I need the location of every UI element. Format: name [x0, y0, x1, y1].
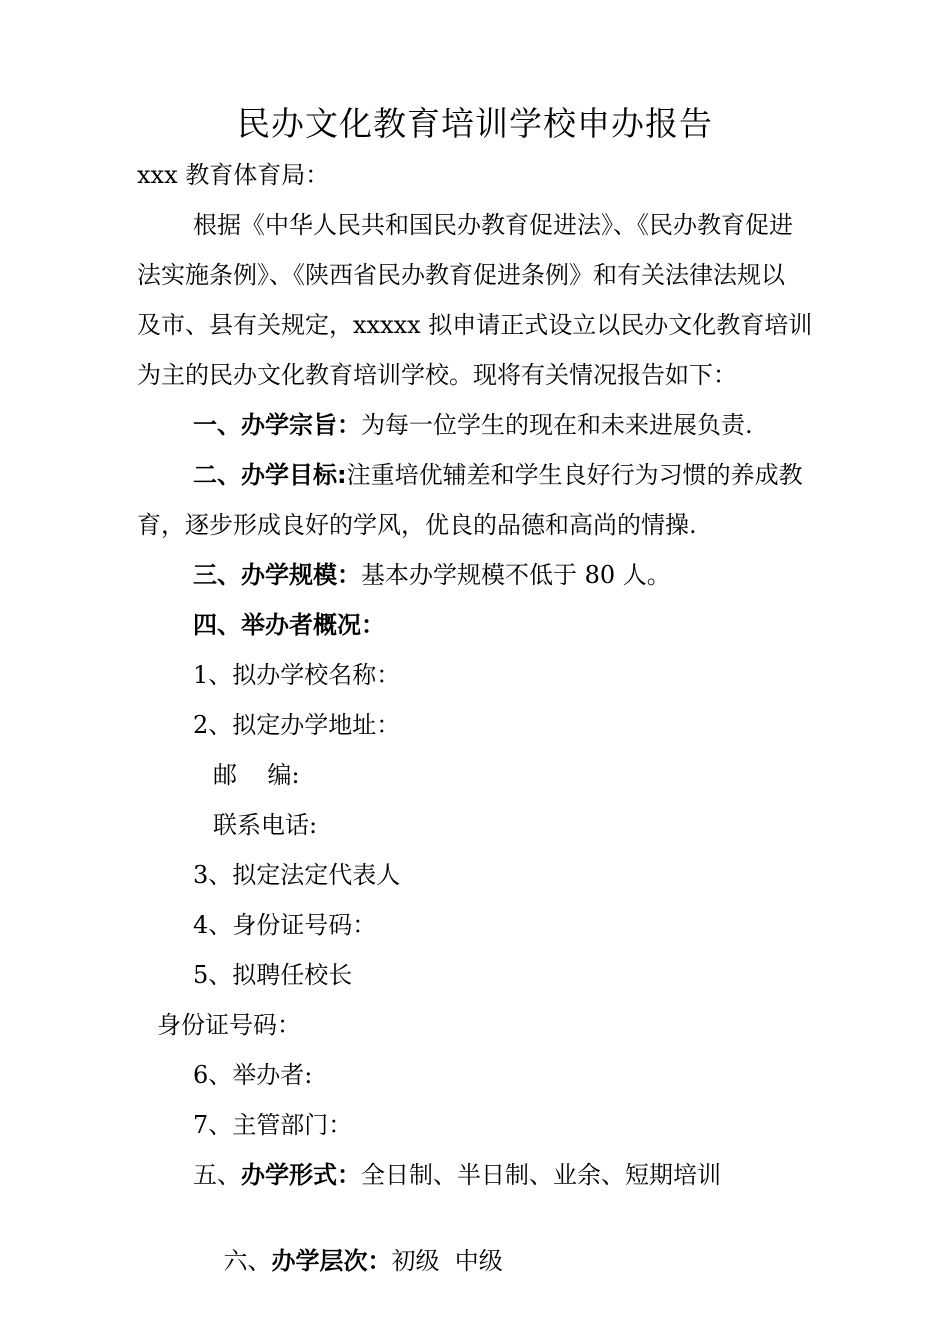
item-school-name: 1、拟办学校名称： [193, 661, 401, 689]
section-form [193, 1157, 721, 1193]
item-postcode: 邮 编: [213, 761, 300, 789]
item-organizer: 6、举办者: [193, 1061, 313, 1089]
intro-line-3: 及市、县有关规定，xxxxx 拟申请正式设立以民办文化教育培训 [137, 311, 813, 339]
item-authority: 7、主管部门： [193, 1111, 353, 1139]
section-level-text: 初级 中级 [391, 1247, 503, 1275]
section-scale-heading: 三、办学规模： [193, 561, 361, 589]
item-school-address: 2、拟定办学地址： [193, 711, 401, 739]
section-scale-text: 基本办学规模不低于 80 人。 [361, 561, 671, 589]
section-scale [193, 557, 671, 593]
intro-line-2: 法实施条例》、《陕西省民办教育促进条例》和有关法律法规以 [137, 261, 785, 289]
item-principal-id-number: 身份证号码： [157, 1011, 301, 1039]
section-purpose [193, 407, 753, 443]
section-organizer-heading: 四、举办者概况： [193, 611, 385, 639]
section-level-prefix: 六、 [223, 1247, 272, 1275]
section-goal-heading: 二、办学目标: [193, 461, 347, 489]
section-form-prefix: 五、 [193, 1161, 241, 1189]
item-principal: 5、拟聘任校长 [193, 961, 353, 989]
intro-line-4: 为主的民办文化教育培训学校。现将有关情况报告如下： [137, 361, 737, 389]
section-purpose-heading: 一、办学宗旨： [193, 411, 361, 439]
section-level-heading: 办学层次： [271, 1247, 392, 1275]
item-id-number: 4、身份证号码： [193, 911, 377, 939]
section-goal [193, 457, 803, 493]
section-form-text: 全日制、半日制、业余、短期培训 [361, 1161, 721, 1189]
salutation: xxx 教育体育局： [137, 161, 330, 189]
section-goal-text: 注重培优辅差和学生良好行为习惯的养成教 [346, 461, 803, 489]
item-phone: 联系电话: [213, 811, 318, 839]
intro-line-1: 根据《中华人民共和国民办教育促进法》、《民办教育促进 [193, 211, 793, 239]
section-goal-text-continued: 育，逐步形成良好的学风，优良的品德和高尚的情操. [137, 511, 697, 539]
section-form-heading: 办学形式： [241, 1161, 361, 1189]
document-title: 民办文化教育培训学校申办报告 [237, 104, 713, 143]
item-legal-representative: 3、拟定法定代表人 [193, 861, 401, 889]
section-purpose-text: 为每一位学生的现在和未来进展负责. [361, 411, 753, 439]
section-level [193, 1207, 503, 1315]
